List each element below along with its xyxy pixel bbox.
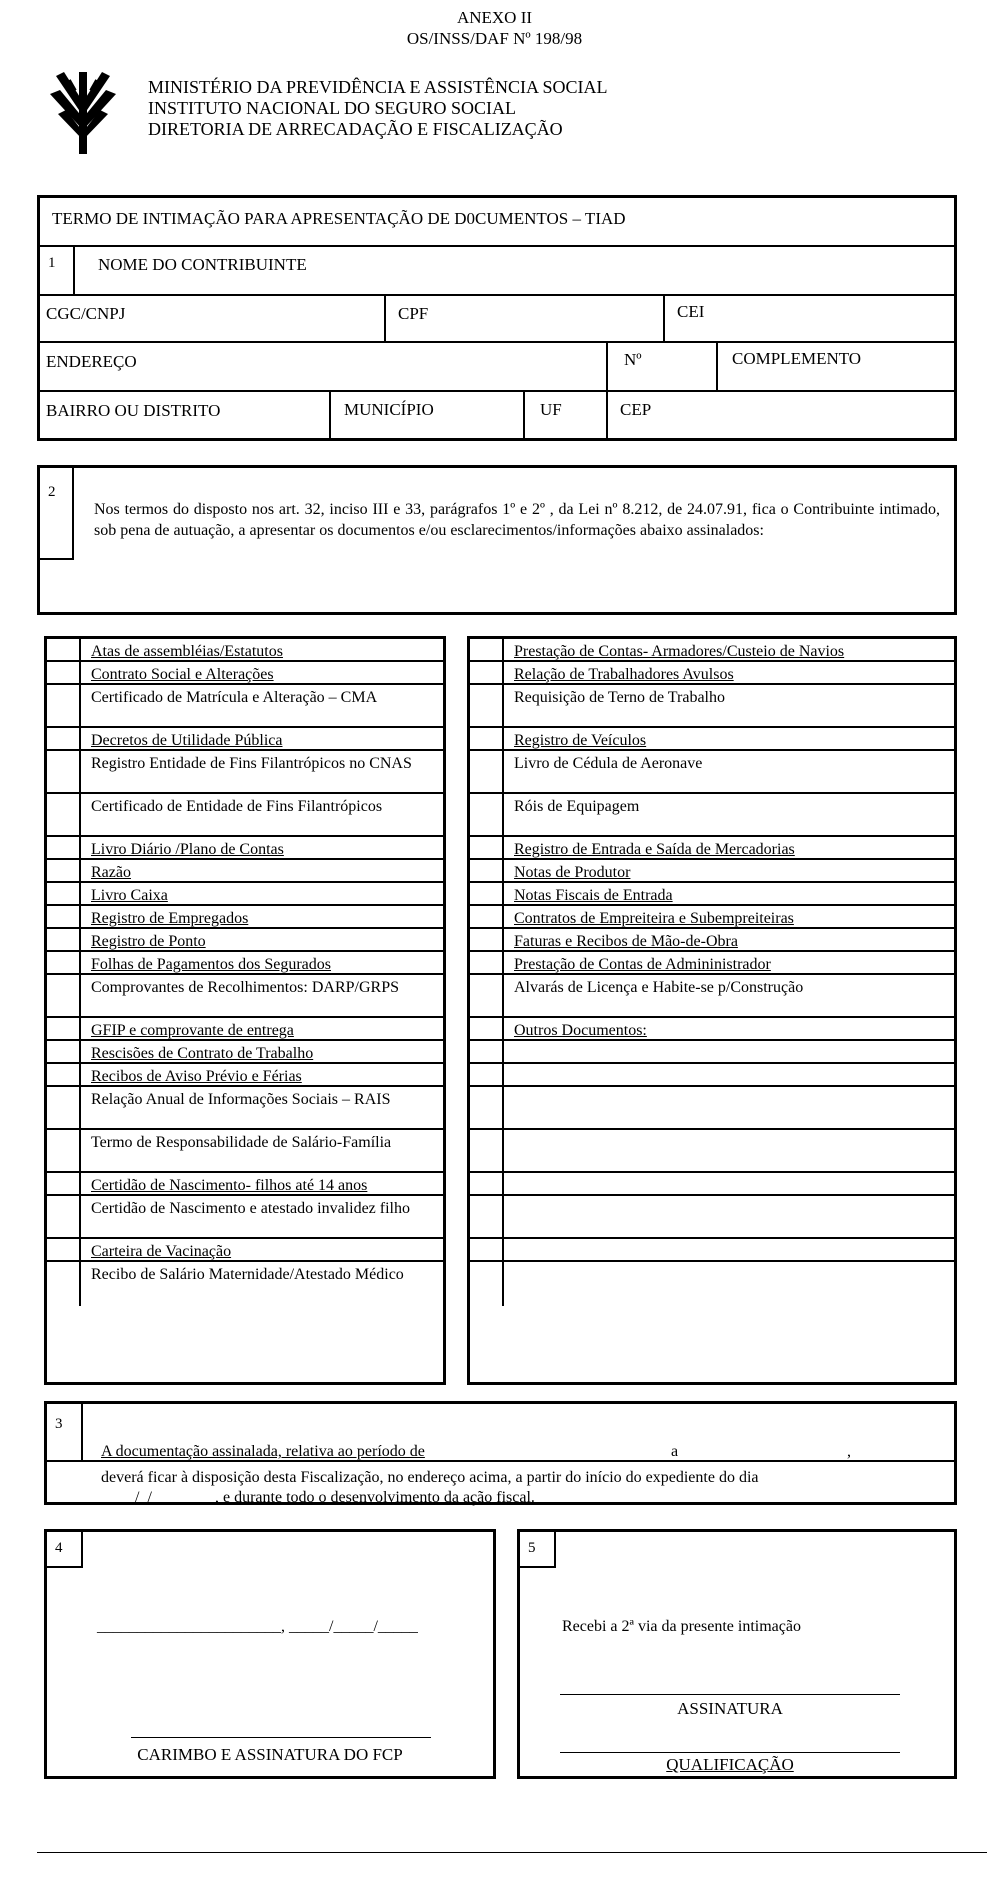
document-label: Certidão de Nascimento- filhos até 14 anos <box>91 1177 368 1194</box>
left-documents-list <box>44 636 446 1385</box>
document-row <box>47 794 443 837</box>
document-row <box>470 1087 954 1130</box>
document-checkbox[interactable] <box>47 1173 81 1194</box>
document-label: Prestação de Contas- Armadores/Custeio de Navios <box>514 643 845 660</box>
cgc-cnpj-field[interactable]: CGC/CNPJ <box>46 304 126 323</box>
document-row <box>470 1262 954 1306</box>
document-checkbox[interactable] <box>470 1130 504 1171</box>
document-label: Contrato Social e Alterações <box>91 666 274 683</box>
document-label: Livro de Cédula de Aeronave <box>514 755 703 772</box>
document-label: Rescisões de Contrato de Trabalho <box>91 1045 314 1062</box>
document-checkbox[interactable] <box>47 860 81 881</box>
cpf-field[interactable]: CPF <box>398 304 429 323</box>
document-label: Alvarás de Licença e Habite-se p/Construção <box>514 979 804 996</box>
document-checkbox[interactable] <box>47 906 81 927</box>
annex-title: ANEXO II <box>456 8 533 27</box>
document-label: Livro Diário /Plano de Contas <box>91 841 284 858</box>
document-row <box>470 1130 954 1173</box>
document-label: Relação de Trabalhadores Avulsos <box>514 666 734 683</box>
document-checkbox[interactable] <box>47 1262 81 1306</box>
document-label: Razão <box>91 864 131 881</box>
section-2-number: 2 <box>48 484 56 500</box>
uf-field[interactable]: UF <box>540 400 562 419</box>
document-row <box>470 1064 954 1087</box>
document-label: Prestação de Contas de Admininistrador <box>514 956 771 973</box>
stamp-signature-label: CARIMBO E ASSINATURA DO FCP <box>137 1745 403 1764</box>
form-title: TERMO DE INTIMAÇÃO PARA APRESENTAÇÃO DE D0CUMENTOS – TIAD <box>52 209 626 228</box>
document-checkbox[interactable] <box>47 1196 81 1237</box>
document-row <box>470 639 954 662</box>
document-checkbox[interactable] <box>470 639 504 660</box>
cep-field[interactable]: CEP <box>620 400 652 419</box>
document-row <box>470 906 954 929</box>
signature-label: ASSINATURA <box>677 1699 783 1718</box>
right-documents-list <box>467 636 957 1385</box>
document-label: Certificado de Matrícula e Alteração – CMA <box>91 689 378 706</box>
document-checkbox[interactable] <box>470 1087 504 1128</box>
section-4-box <box>44 1529 496 1779</box>
document-row <box>47 1196 443 1239</box>
document-label: Folhas de Pagamentos dos Segurados <box>91 956 331 973</box>
cei-field[interactable]: CEI <box>677 302 705 321</box>
bairro-field[interactable]: BAIRRO OU DISTRITO <box>46 401 221 420</box>
document-checkbox[interactable] <box>470 1196 504 1237</box>
document-row <box>470 1041 954 1064</box>
period-text: A documentação assinalada, relativa ao período de <box>101 1443 425 1460</box>
document-row <box>47 952 443 975</box>
document-row <box>47 1239 443 1262</box>
document-label: Róis de Equipagem <box>514 798 640 815</box>
document-checkbox[interactable] <box>47 1018 81 1039</box>
document-label: Notas de Produtor <box>514 864 631 881</box>
order-number: OS/INSS/DAF Nº 198/98 <box>406 29 583 48</box>
document-label: Registro de Veículos <box>514 732 647 749</box>
place-date-line[interactable]: _______________________, _____/_____/_____ <box>97 1618 418 1635</box>
document-checkbox[interactable] <box>47 728 81 749</box>
document-row <box>47 1130 443 1173</box>
document-checkbox[interactable] <box>470 1041 504 1062</box>
qualification-line[interactable] <box>560 1752 900 1753</box>
document-row <box>47 1173 443 1196</box>
receipt-text: Recebi a 2ª via da presente intimação <box>562 1618 801 1635</box>
document-row <box>470 975 954 1018</box>
document-row <box>47 860 443 883</box>
period-comma: , <box>847 1443 851 1460</box>
municipio-field[interactable]: MUNICÍPIO <box>344 400 434 419</box>
document-checkbox[interactable] <box>47 929 81 950</box>
document-checkbox[interactable] <box>47 837 81 858</box>
period-to: a <box>671 1443 679 1460</box>
document-checkbox[interactable] <box>470 685 504 726</box>
section-3-box <box>44 1401 957 1505</box>
document-checkbox[interactable] <box>47 975 81 1016</box>
ministry-logo-icon <box>50 72 116 154</box>
document-checkbox[interactable] <box>470 1018 504 1039</box>
document-label: Faturas e Recibos de Mão-de-Obra <box>514 933 738 950</box>
document-checkbox[interactable] <box>470 1064 504 1085</box>
document-label: Atas de assembléias/Estatutos <box>91 643 283 660</box>
org-line-1: MINISTÉRIO DA PREVIDÊNCIA E ASSISTÊNCIA SOCIAL <box>148 77 608 97</box>
document-label: Decretos de Utilidade Pública <box>91 732 283 749</box>
document-checkbox[interactable] <box>470 662 504 683</box>
document-row <box>47 975 443 1018</box>
document-checkbox[interactable] <box>470 1173 504 1194</box>
document-checkbox[interactable] <box>470 1262 504 1306</box>
section-5-number: 5 <box>528 1540 536 1556</box>
document-label: Outros Documentos: <box>514 1022 647 1039</box>
document-row <box>470 685 954 728</box>
document-label: GFIP e comprovante de entrega <box>91 1022 294 1039</box>
qualification-label: QUALIFICAÇÃO <box>666 1755 794 1774</box>
document-label: Certificado de Entidade de Fins Filantrópicos <box>91 798 383 815</box>
section-3-number: 3 <box>55 1416 63 1432</box>
document-label: Registro Entidade de Fins Filantrópicos no CNAS <box>91 755 412 772</box>
document-checkbox[interactable] <box>47 1087 81 1128</box>
document-row <box>470 952 954 975</box>
document-label: Registro de Empregados <box>91 910 249 927</box>
document-checkbox[interactable] <box>470 837 504 858</box>
document-checkbox[interactable] <box>47 952 81 973</box>
document-checkbox[interactable] <box>47 751 81 792</box>
document-checkbox[interactable] <box>47 1041 81 1062</box>
complemento-field[interactable]: COMPLEMENTO <box>732 349 862 368</box>
org-line-2: INSTITUTO NACIONAL DO SEGURO SOCIAL <box>148 98 516 118</box>
document-row <box>470 883 954 906</box>
document-checkbox[interactable] <box>47 685 81 726</box>
document-row <box>47 662 443 685</box>
org-line-3: DIRETORIA DE ARRECADAÇÃO E FISCALIZAÇÃO <box>148 119 563 139</box>
section-5-box <box>517 1529 957 1779</box>
document-row <box>470 1018 954 1041</box>
document-label: Contratos de Empreiteira e Subempreiteiras <box>514 910 794 927</box>
document-row <box>47 837 443 860</box>
section-2-box <box>37 465 957 615</box>
section-1-box <box>37 195 957 441</box>
document-checkbox[interactable] <box>470 728 504 749</box>
document-checkbox[interactable] <box>470 975 504 1016</box>
document-row <box>47 1064 443 1087</box>
document-row <box>470 929 954 952</box>
document-row <box>470 1239 954 1262</box>
document-row <box>470 751 954 794</box>
document-label: Carteira de Vacinação <box>91 1243 232 1260</box>
start-date[interactable]: / / <box>135 1489 154 1506</box>
document-label: Registro de Ponto <box>91 933 206 950</box>
section-1-number: 1 <box>48 255 56 271</box>
document-checkbox[interactable] <box>47 794 81 835</box>
document-row <box>470 1196 954 1239</box>
document-checkbox[interactable] <box>47 1130 81 1171</box>
document-label: Registro de Entrada e Saída de Mercadorias <box>514 841 795 858</box>
document-label: Notas Fiscais de Entrada <box>514 887 673 904</box>
document-row <box>470 1173 954 1196</box>
document-row <box>470 728 954 751</box>
document-row <box>47 1262 443 1306</box>
document-checkbox[interactable] <box>470 952 504 973</box>
document-row <box>470 837 954 860</box>
intimation-text: Nos termos do disposto nos art. 32, inciso III e 33, parágrafos 1º e 2º , da Lei nº 8.212, de 24.07.91, fica o Contribuinte intimado, sob pena de autuação, a apresentar os documentos e/ou esclarecimentos/informações abaixo assinalados: <box>94 501 940 539</box>
document-checkbox[interactable] <box>470 929 504 950</box>
document-checkbox[interactable] <box>470 751 504 792</box>
fiscal-action-text: , e durante todo o desenvolvimento da ação fiscal. <box>215 1489 535 1506</box>
document-checkbox[interactable] <box>470 883 504 904</box>
nome-contribuinte-field[interactable]: NOME DO CONTRIBUINTE <box>98 255 307 274</box>
document-row <box>47 906 443 929</box>
section-4-number: 4 <box>55 1540 63 1556</box>
numero-field[interactable]: Nº <box>624 350 642 369</box>
document-label: Recibo de Salário Maternidade/Atestado Médico <box>91 1266 404 1283</box>
document-label: Termo de Responsabilidade de Salário-Família <box>91 1134 392 1151</box>
document-label: Livro Caixa <box>91 887 168 904</box>
document-row <box>47 929 443 952</box>
document-row <box>470 794 954 837</box>
document-checkbox[interactable] <box>47 1239 81 1260</box>
bottom-rule <box>37 1852 987 1853</box>
document-label: Comprovantes de Recolhimentos: DARP/GRPS <box>91 979 399 996</box>
document-checkbox[interactable] <box>470 860 504 881</box>
document-row <box>47 728 443 751</box>
availability-text: deverá ficar à disposição desta Fiscalização, no endereço acima, a partir do início do expediente do dia <box>101 1469 759 1486</box>
document-label: Certidão de Nascimento e atestado invalidez filho <box>91 1200 410 1217</box>
document-label: Relação Anual de Informações Sociais – RAIS <box>91 1091 391 1108</box>
document-row <box>47 639 443 662</box>
document-row <box>470 662 954 685</box>
endereco-field[interactable]: ENDEREÇO <box>46 352 137 371</box>
document-checkbox[interactable] <box>47 639 81 660</box>
document-checkbox[interactable] <box>470 1239 504 1260</box>
signature-line[interactable] <box>560 1694 900 1695</box>
document-label: Requisição de Terno de Trabalho <box>514 689 725 706</box>
document-checkbox[interactable] <box>470 794 504 835</box>
document-checkbox[interactable] <box>470 906 504 927</box>
document-row <box>47 1087 443 1130</box>
document-row <box>47 685 443 728</box>
document-row <box>470 860 954 883</box>
document-checkbox[interactable] <box>47 662 81 683</box>
document-row <box>47 751 443 794</box>
document-row <box>47 1018 443 1041</box>
document-checkbox[interactable] <box>47 1064 81 1085</box>
document-checkbox[interactable] <box>47 883 81 904</box>
document-row <box>47 1041 443 1064</box>
document-row <box>47 883 443 906</box>
document-label: Recibos de Aviso Prévio e Férias <box>91 1068 302 1085</box>
